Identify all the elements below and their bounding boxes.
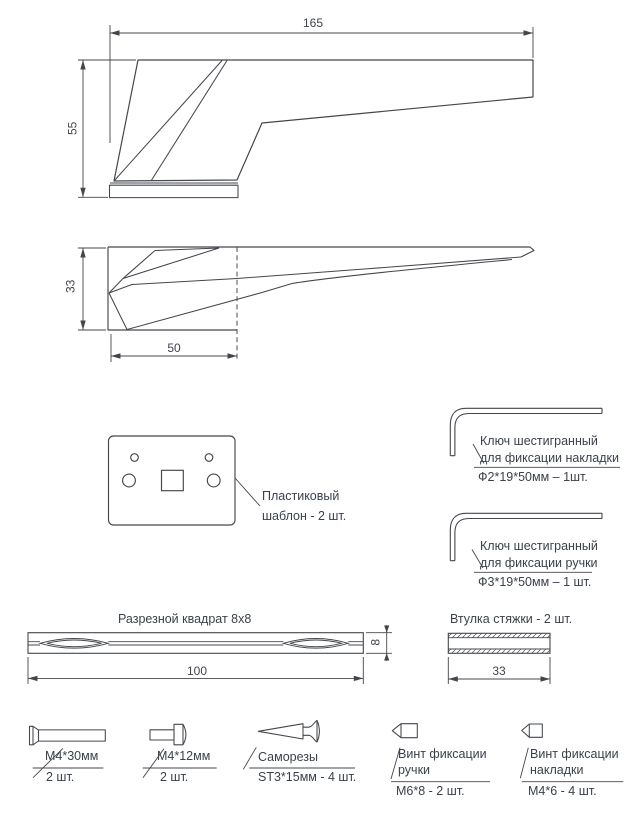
set-screw-handle-name-line2: ручки bbox=[398, 763, 431, 777]
dim-label-165: 165 bbox=[302, 16, 324, 30]
bolt-long-qty: 2 шт. bbox=[46, 770, 75, 784]
side-view-handle-drawing bbox=[110, 60, 534, 198]
hex-key-handle-caption-line2: для фиксации ручки bbox=[480, 556, 598, 570]
set-screw-handle-spec: М6*8 - 2 шт. bbox=[396, 784, 465, 798]
screws-name: Саморезы bbox=[258, 750, 319, 764]
template-caption-line2: шаблон - 2 шт. bbox=[262, 509, 347, 523]
side-view-dimensions bbox=[78, 25, 533, 197]
set-screw-cap-name-line1: Винт фиксации bbox=[530, 747, 619, 761]
hex-key-cap-spec: Ф2*19*50мм – 1шт. bbox=[478, 470, 588, 484]
dim-label-55: 55 bbox=[65, 121, 80, 135]
top-view-dimensions bbox=[78, 248, 237, 362]
spindle-drawing bbox=[28, 633, 363, 654]
template-leader-line bbox=[235, 478, 260, 506]
dim-label-8: 8 bbox=[368, 638, 383, 646]
bolt-short-spec: М4*12мм bbox=[157, 749, 211, 763]
hex-key-cap-caption-line1: Ключ шестигранный bbox=[480, 434, 598, 448]
dim-label-100: 100 bbox=[186, 664, 208, 678]
set-screw-handle-drawing bbox=[392, 724, 417, 738]
bolt-long-drawing bbox=[30, 726, 106, 745]
screws-spec: ST3*15мм - 4 шт. bbox=[258, 770, 357, 784]
spindle-title: Разрезной квадрат 8x8 bbox=[118, 612, 252, 626]
set-screw-cap-spec: М4*6 - 4 шт. bbox=[528, 784, 597, 798]
bolt-short-qty: 2 шт. bbox=[160, 770, 189, 784]
template-caption-line1: Пластиковый bbox=[262, 489, 340, 503]
bolt-short-drawing bbox=[150, 724, 186, 745]
plastic-template-drawing bbox=[109, 436, 261, 525]
dim-label-33-sleeve: 33 bbox=[492, 664, 506, 678]
set-screw-handle-name-line1: Винт фиксации bbox=[398, 747, 487, 761]
bolt-long-spec: М4*30мм bbox=[45, 749, 99, 763]
hex-key-handle-spec: Ф3*19*50мм – 1 шт. bbox=[478, 575, 592, 589]
set-screw-cap-drawing bbox=[522, 724, 543, 737]
sleeve-drawing bbox=[448, 633, 550, 653]
set-screw-cap-name-line2: накладки bbox=[530, 763, 584, 777]
hex-key-handle-caption-line1: Ключ шестигранный bbox=[480, 539, 598, 553]
screw-drawing bbox=[258, 720, 319, 742]
sleeve-title: Втулка стяжки - 2 шт. bbox=[450, 612, 573, 626]
dim-label-33-top-view: 33 bbox=[63, 279, 78, 293]
hex-key-cap-caption-line2: для фиксации накладки bbox=[480, 451, 619, 465]
dim-label-50: 50 bbox=[167, 341, 181, 355]
